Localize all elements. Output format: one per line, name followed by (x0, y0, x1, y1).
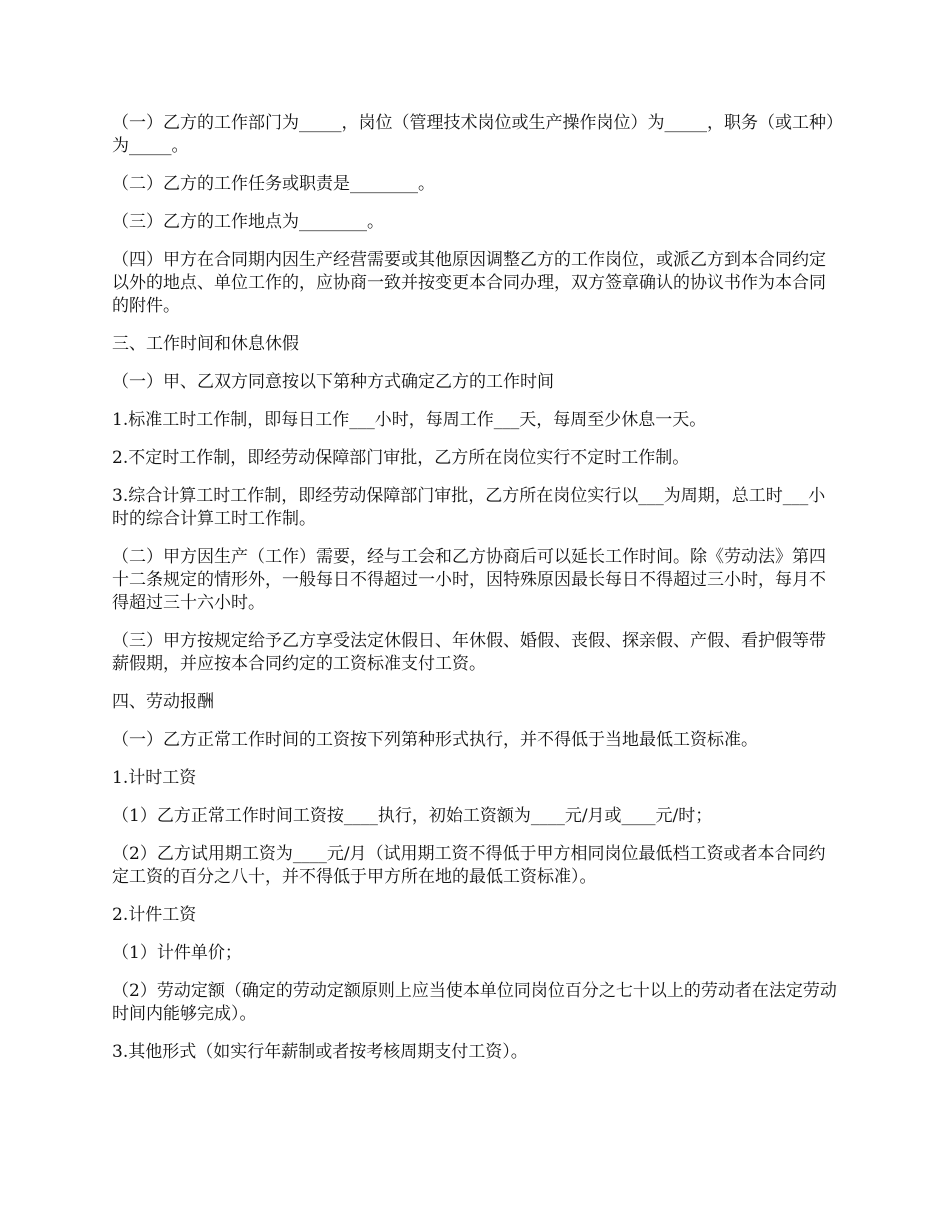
paragraph-standard-hours: 1.标准工时工作制，即每日工作___小时，每周工作___天，每周至少休息一天。 (112, 410, 707, 430)
document-body (112, 112, 840, 1079)
section-heading-remuneration: 四、劳动报酬 (112, 692, 214, 712)
paragraph-piece-wage-heading: 2.计件工资 (112, 905, 197, 925)
paragraph-comprehensive-hours: 3.综合计算工时工作制，即经劳动保障部门审批，乙方所在岗位实行以___为周期，总工时___小时的综合计算工时工作制。 (112, 486, 826, 529)
paragraph-time-wage-heading: 1.计时工资 (112, 768, 197, 788)
section-heading-working-hours: 三、工作时间和休息休假 (112, 334, 299, 354)
paragraph-flexible-hours: 2.不定时工作制，即经劳动保障部门审批，乙方所在岗位实行不定时工作制。 (112, 448, 690, 468)
paragraph-work-location: （三）乙方的工作地点为________。 (112, 212, 384, 232)
paragraph-working-time-method: （一）甲、乙双方同意按以下第种方式确定乙方的工作时间 (112, 372, 554, 392)
paragraph-wage-form: （一）乙方正常工作时间的工资按下列第种形式执行，并不得低于当地最低工资标准。 (112, 730, 758, 750)
paragraph-paid-leave: （三）甲方按规定给予乙方享受法定休假日、年休假、婚假、丧假、探亲假、产假、看护假等带薪假期，并应按本合同约定的工资标准支付工资。 (112, 631, 826, 674)
paragraph-labor-quota: （2）劳动定额（确定的劳动定额原则上应当使本单位同岗位百分之七十以上的劳动者在法定劳动时间内能够完成）。 (112, 981, 837, 1024)
paragraph-work-department: （一）乙方的工作部门为_____，岗位（管理技术岗位或生产操作岗位）为_____，职务（或工种）为_____。 (112, 113, 835, 156)
paragraph-position-adjustment: （四）甲方在合同期内因生产经营需要或其他原因调整乙方的工作岗位，或派乙方到本合同约定以外的地点、单位工作的，应协商一致并按变更本合同办理，双方签章确认的协议书作为本合同的附件。 (112, 250, 826, 316)
paragraph-overtime: （二）甲方因生产（工作）需要，经与工会和乙方协商后可以延长工作时间。除《劳动法》第四十二条规定的情形外，一般每日不得超过一小时，因特殊原因最长每日不得超过三小时，每月不得超过三十六小时。 (112, 547, 826, 613)
paragraph-probation-wage: （2）乙方试用期工资为____元/月（试用期工资不得低于甲方相同岗位最低档工资或者本合同约定工资的百分之八十，并不得低于甲方所在地的最低工资标准）。 (112, 844, 826, 887)
paragraph-other-forms: 3.其他形式（如实行年薪制或者按考核周期支付工资）。 (112, 1042, 528, 1062)
paragraph-piece-unit-price: （1）计件单价； (112, 943, 242, 963)
paragraph-normal-wage: （1）乙方正常工作时间工资按____执行，初始工资额为____元/月或____元/时； (112, 806, 713, 826)
paragraph-work-duties: （二）乙方的工作任务或职责是________。 (112, 174, 435, 194)
